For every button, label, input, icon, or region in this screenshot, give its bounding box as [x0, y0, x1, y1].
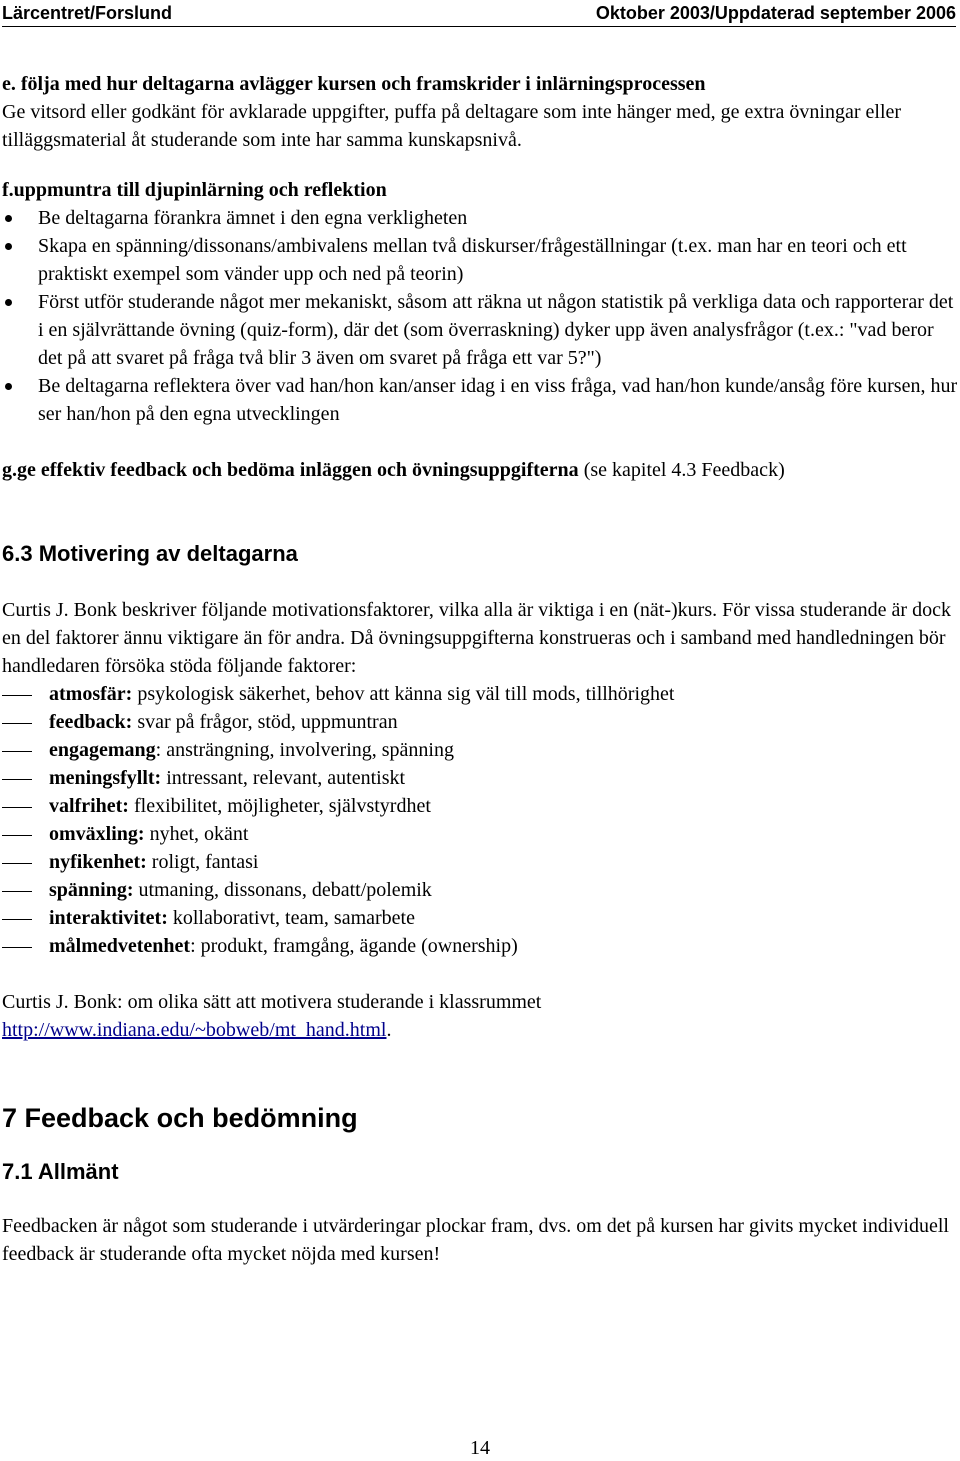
dash-icon — [2, 863, 32, 864]
list-item — [2, 288, 958, 372]
factor-term: målmedvetenhet — [49, 935, 191, 957]
bonk-reference: Curtis J. Bonk: om olika sätt att motivera studerande i klassrummet — [2, 991, 542, 1013]
list-item-text: Skapa en spänning/dissonans/ambivalens mellan två diskurser/frågeställningar (t.ex. man har en teori och ett praktiskt exempel som vänder upp och ned på teorin) — [38, 235, 907, 285]
factor-desc: flexibilitet, möjligheter, självstyrdhet — [128, 795, 431, 817]
factor-term: nyfikenhet: — [49, 851, 147, 873]
section-7-heading: 7 Feedback och bedömning — [2, 1103, 358, 1133]
list-item-text: Först utför studerande något mer mekaniskt, såsom att räkna ut någon statistik på verkliga data och rapporterar det i en självrättande övning (quiz-form), där det (som överraskning) dyker upp även analysfrågor (t.ex.: "vad beror det på att svaret på fråga två blir 3 även om svaret på fråga ett var 5?") — [38, 291, 954, 369]
list-item — [2, 848, 958, 876]
section-g-heading: g.ge effektiv feedback och bedöma inläggen och övningsuppgifterna — [2, 459, 579, 481]
link-trailing-period: . — [386, 1019, 392, 1041]
section-6-3-heading: 6.3 Motivering av deltagarna — [2, 541, 298, 566]
bullet-icon — [5, 215, 12, 222]
dash-icon — [2, 751, 32, 752]
dash-icon — [2, 695, 32, 696]
factor-desc: : ansträngning, involvering, spänning — [155, 739, 454, 761]
dash-icon — [2, 835, 32, 836]
page-content — [2, 70, 958, 1268]
page-header — [2, 0, 956, 27]
dash-icon — [2, 947, 32, 948]
list-item — [2, 792, 958, 820]
dash-icon — [2, 723, 32, 724]
factor-term: interaktivitet: — [49, 907, 168, 929]
section-e-heading: e. följa med hur deltagarna avlägger kursen och framskrider i inlärningsprocessen — [2, 73, 706, 95]
list-item — [2, 876, 958, 904]
section-g-suffix: (se kapitel 4.3 Feedback) — [578, 459, 785, 481]
section-6-3-intro: Curtis J. Bonk beskriver följande motivationsfaktorer, vilka alla är viktiga i en (nät-)kurs. För vissa studerande är dock en del faktorer ännu viktigare än för andra. Då övningsuppgifterna konstrueras och i samband med handledningen bör handledaren försöka stöda följande faktorer: — [2, 599, 951, 677]
bonk-reference-link[interactable]: http://www.indiana.edu/~bobweb/mt_hand.html — [2, 1019, 387, 1041]
dash-icon — [2, 919, 32, 920]
factor-desc: kollaborativt, team, samarbete — [167, 907, 415, 929]
dash-icon — [2, 807, 32, 808]
list-item-text: Be deltagarna förankra ämnet i den egna verkligheten — [38, 207, 468, 229]
factor-term: feedback: — [49, 711, 133, 733]
section-7-1-heading: 7.1 Allmänt — [2, 1159, 119, 1184]
header-right: Oktober 2003/Uppdaterad september 2006 — [595, 3, 956, 23]
factor-desc: : produkt, framgång, ägande (ownership) — [190, 935, 518, 957]
list-item — [2, 372, 958, 428]
header-left: Lärcentret/Forslund — [2, 3, 173, 23]
list-item — [2, 904, 958, 932]
factor-term: omväxling: — [49, 823, 145, 845]
factor-term: spänning: — [49, 879, 134, 901]
list-item-text: Be deltagarna reflektera över vad han/hon kan/anser idag i en viss fråga, vad han/hon kunde/ansåg före kursen, hur ser han/hon på den egna utvecklingen — [38, 375, 958, 425]
dash-icon — [2, 779, 32, 780]
motivation-factor-list — [2, 680, 958, 960]
factor-desc: nyhet, okänt — [144, 823, 249, 845]
list-item — [2, 820, 958, 848]
bonk-reference-link-line — [2, 1016, 958, 1044]
list-item — [2, 680, 958, 708]
factor-term: valfrihet: — [49, 795, 129, 817]
list-item — [2, 232, 958, 288]
factor-desc: svar på frågor, stöd, uppmuntran — [132, 711, 398, 733]
factor-term: engagemang — [49, 739, 156, 761]
list-item — [2, 764, 958, 792]
bullet-icon — [5, 243, 12, 250]
factor-term: atmosfär: — [49, 683, 133, 705]
factor-term: meningsfyllt: — [49, 767, 162, 789]
section-f-heading: f.uppmuntra till djupinlärning och reflektion — [2, 179, 387, 201]
bullet-icon — [5, 299, 12, 306]
bullet-icon — [5, 383, 12, 390]
list-item — [2, 708, 958, 736]
factor-desc: roligt, fantasi — [146, 851, 259, 873]
list-item — [2, 932, 958, 960]
factor-desc: utmaning, dissonans, debatt/polemik — [133, 879, 432, 901]
page-number: 14 — [470, 1437, 490, 1459]
section-e-body: Ge vitsord eller godkänt för avklarade uppgifter, puffa på deltagare som inte hänger med, ge extra övningar eller tilläggsmaterial åt studerande som inte har samma kunskapsnivå. — [2, 101, 902, 151]
section-7-1-body: Feedbacken är något som studerande i utvärderingar plockar fram, dvs. om det på kursen har givits mycket individuell feedback är studerande ofta mycket nöjda med kursen! — [2, 1215, 949, 1265]
list-item — [2, 204, 958, 232]
dash-icon — [2, 891, 32, 892]
list-item — [2, 736, 958, 764]
section-g-line — [2, 456, 958, 484]
factor-desc: psykologisk säkerhet, behov att känna sig väl till mods, tillhörighet — [132, 683, 675, 705]
factor-desc: intressant, relevant, autentiskt — [161, 767, 406, 789]
section-f-bullet-list — [2, 204, 958, 428]
